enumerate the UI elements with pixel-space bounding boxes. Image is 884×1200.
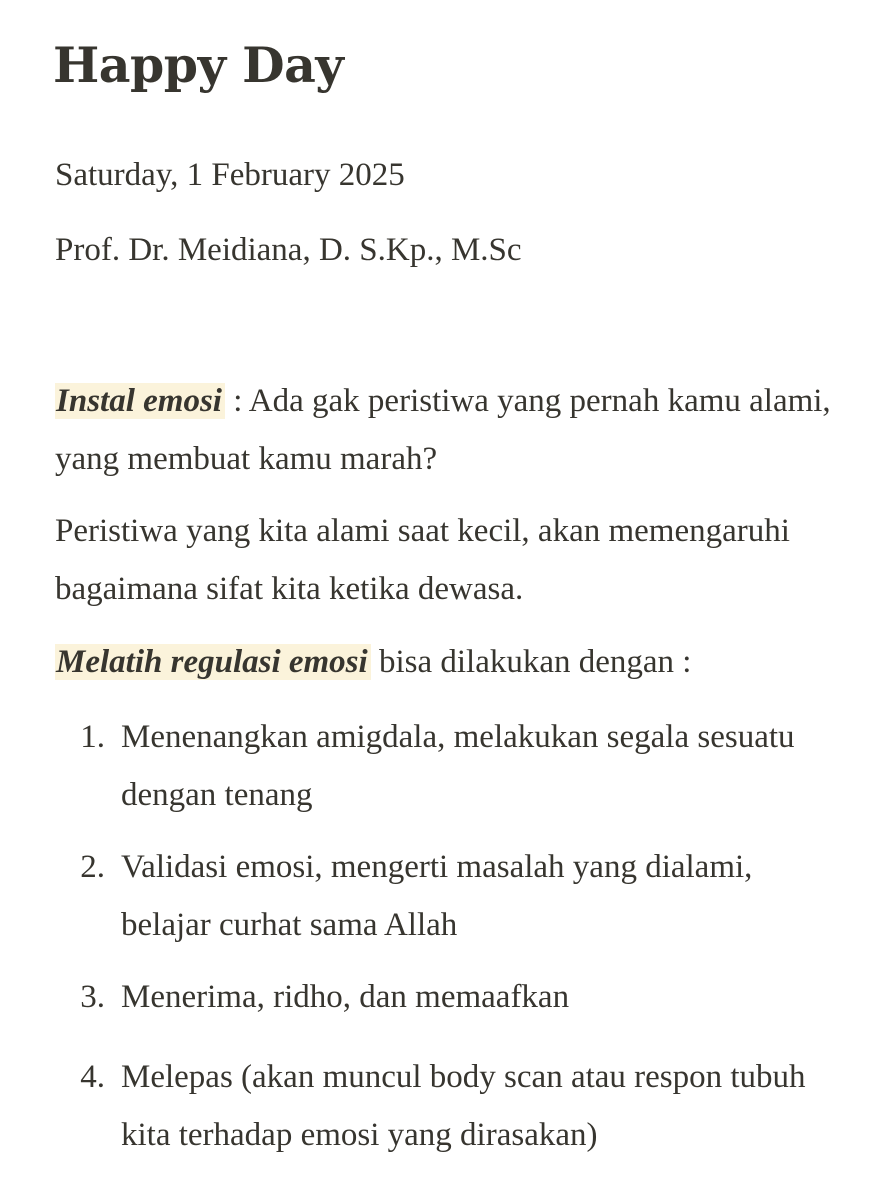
paragraph-instal-emosi <box>55 372 845 488</box>
highlighted-term: Melatih regulasi emosi <box>55 644 371 680</box>
author-text: Prof. Dr. Meidiana, D. S.Kp., M.Sc <box>55 232 522 268</box>
paragraph-regulasi-emosi <box>55 633 845 691</box>
list-item-text: Menenangkan amigdala, melakukan segala sesuatu dengan tenang <box>121 719 795 813</box>
paragraph-text: bisa dilakukan dengan : <box>370 644 692 680</box>
list-number: 4. <box>80 1059 105 1095</box>
list-item-text: Melepas (akan muncul body scan atau respon tubuh kita terhadap emosi yang dirasakan) <box>121 1059 806 1153</box>
paragraph-text: : Ada gak peristiwa yang pernah kamu alami, yang membuat kamu marah? <box>55 383 831 477</box>
list-item <box>55 1048 845 1168</box>
highlighted-term: Instal emosi <box>55 383 225 419</box>
list-number: 3. <box>80 979 105 1015</box>
date-text: Saturday, 1 February 2025 <box>55 157 405 193</box>
list-item <box>55 838 845 958</box>
list-item-text: Menerima, ridho, dan memaafkan <box>121 979 570 1015</box>
list-number: 1. <box>80 719 105 755</box>
paragraph-peristiwa <box>55 502 845 618</box>
paragraph-text: Peristiwa yang kita alami saat kecil, akan memengaruhi bagaimana sifat kita ketika dewasa. <box>55 513 790 607</box>
list-number: 2. <box>80 849 105 885</box>
list-item <box>55 708 845 828</box>
list-item-text: Validasi emosi, mengerti masalah yang dialami, belajar curhat sama Allah <box>121 849 753 943</box>
page-title: Happy Day <box>53 36 344 94</box>
